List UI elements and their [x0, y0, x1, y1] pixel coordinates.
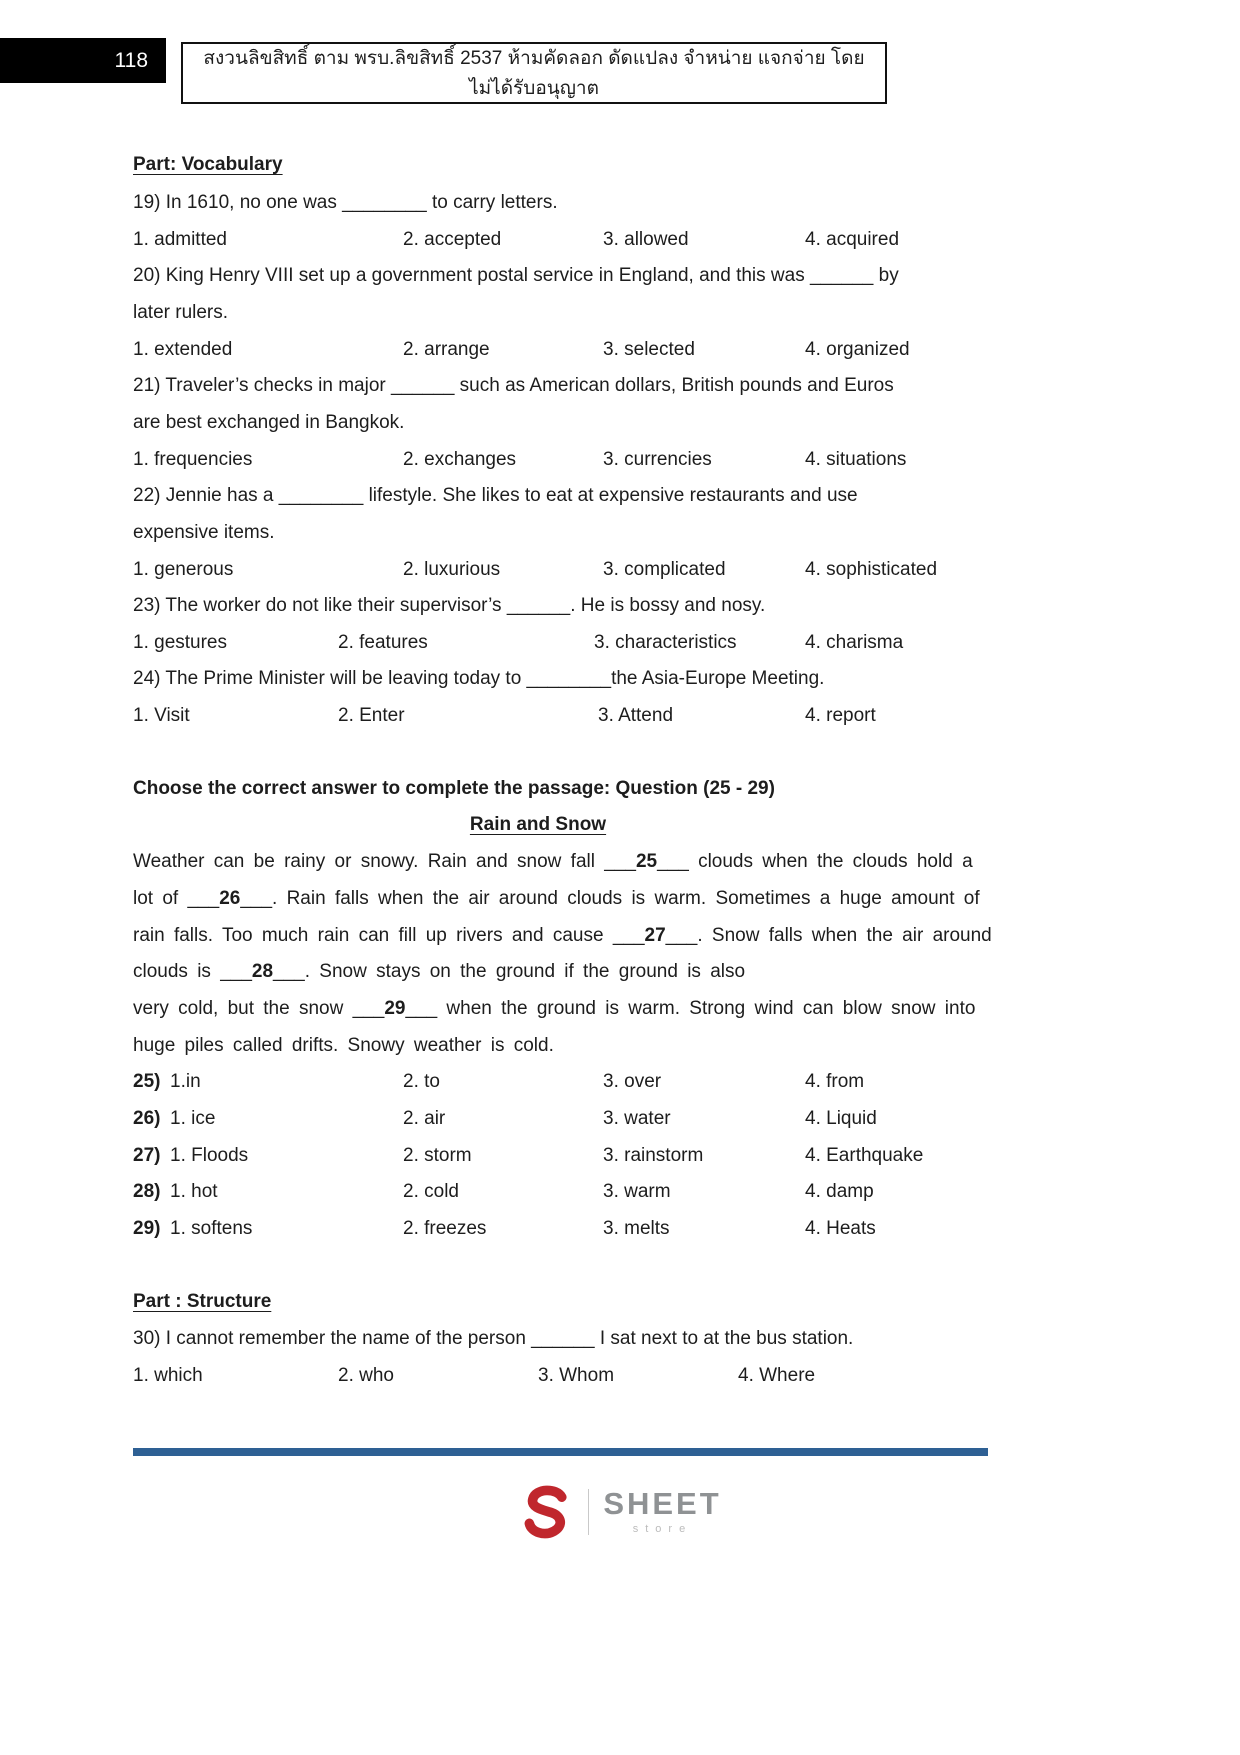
- q21-option-3: 3. currencies: [603, 449, 712, 470]
- question-27-options-row: [0, 1144, 1240, 1172]
- q22-option-2: 2. luxurious: [403, 559, 501, 580]
- q27-option-1: 1. Floods: [170, 1145, 249, 1166]
- q25-option-2: 2. to: [403, 1071, 440, 1092]
- q26-option-1: 1. ice: [170, 1108, 216, 1129]
- q29-option-4: 4. Heats: [805, 1218, 876, 1239]
- q27-option-2: 2. storm: [403, 1145, 472, 1166]
- brand-logo: [0, 1472, 1240, 1552]
- q28-option-2: 2. cold: [403, 1181, 459, 1202]
- q29-option-2: 2. freezes: [403, 1218, 487, 1239]
- question-21-text-line2: are best exchanged in Bangkok.: [133, 412, 405, 433]
- q21-option-2: 2. exchanges: [403, 449, 517, 470]
- q28-option-3: 3. warm: [603, 1181, 671, 1202]
- q26-number: 26): [133, 1108, 161, 1129]
- question-20-options-row: [0, 338, 1240, 366]
- q28-number: 28): [133, 1181, 161, 1202]
- question-23-options-row: [0, 631, 1240, 659]
- question-22-options-row: [0, 558, 1240, 586]
- page-number-box: [0, 38, 166, 83]
- q30-option-3: 3. Whom: [538, 1365, 615, 1386]
- q29-number: 29): [133, 1218, 161, 1239]
- passage-instruction: Choose the correct answer to complete the passage: Question (25 - 29): [133, 778, 775, 799]
- q25-option-1: 1.in: [170, 1071, 201, 1092]
- q20-option-2: 2. arrange: [403, 339, 490, 360]
- q21-option-4: 4. situations: [805, 449, 907, 470]
- q29-option-1: 1. softens: [170, 1218, 253, 1239]
- q24-option-2: 2. Enter: [338, 705, 405, 726]
- question-22-text-line2: expensive items.: [133, 522, 275, 543]
- question-28-options-row: [0, 1180, 1240, 1208]
- question-26-options-row: [0, 1107, 1240, 1135]
- q21-option-1: 1. frequencies: [133, 449, 253, 470]
- passage-line-6: huge piles called drifts. Snowy weather is cold.: [133, 1035, 554, 1056]
- question-23-text: 23) The worker do not like their supervisor’s ______. He is bossy and nosy.: [133, 595, 766, 616]
- passage-line-1: Weather can be rainy or snowy. Rain and snow fall ___25___ clouds when the clouds hold a: [133, 851, 973, 872]
- vocabulary-section-heading: Part: Vocabulary: [133, 154, 283, 175]
- question-25-options-row: [0, 1070, 1240, 1098]
- question-21-text-line1: 21) Traveler’s checks in major ______ such as American dollars, British pounds and Euros: [133, 375, 894, 396]
- q24-option-3: 3. Attend: [598, 705, 674, 726]
- sheet-store-logo-icon: [518, 1484, 574, 1540]
- question-20-text-line1: 20) King Henry VIII set up a government postal service in England, and this was ______ by: [133, 265, 899, 286]
- q24-option-1: 1. Visit: [133, 705, 190, 726]
- q22-option-4: 4. sophisticated: [805, 559, 938, 580]
- q30-option-2: 2. who: [338, 1365, 394, 1386]
- question-19-options-row: [0, 228, 1240, 256]
- passage-line-2: lot of ___26___. Rain falls when the air around clouds is warm. Sometimes a huge amount of: [133, 888, 980, 909]
- passage-line-3: rain falls. Too much rain can fill up rivers and cause ___27___. Snow falls when the air around: [133, 925, 992, 946]
- q20-option-4: 4. organized: [805, 339, 910, 360]
- q27-number: 27): [133, 1145, 161, 1166]
- copyright-notice-box: [181, 42, 887, 104]
- q20-option-3: 3. selected: [603, 339, 695, 360]
- brand-name: SHEET: [603, 1486, 722, 1521]
- structure-section-heading: Part : Structure: [133, 1291, 272, 1312]
- q24-option-4: 4. report: [805, 705, 876, 726]
- q26-option-3: 3. water: [603, 1108, 671, 1129]
- q25-option-3: 3. over: [603, 1071, 662, 1092]
- q22-option-1: 1. generous: [133, 559, 234, 580]
- q26-option-2: 2. air: [403, 1108, 446, 1129]
- q23-option-2: 2. features: [338, 632, 428, 653]
- q27-option-4: 4. Earthquake: [805, 1145, 924, 1166]
- question-30-text: 30) I cannot remember the name of the person ______ I sat next to at the bus station.: [133, 1328, 854, 1349]
- q23-option-1: 1. gestures: [133, 632, 227, 653]
- question-21-options-row: [0, 448, 1240, 476]
- passage-line-5: very cold, but the snow ___29___ when the ground is warm. Strong wind can blow snow into: [133, 998, 976, 1019]
- question-19-text: 19) In 1610, no one was ________ to carry letters.: [133, 192, 558, 213]
- question-24-options-row: [0, 704, 1240, 732]
- passage-title: Rain and Snow: [469, 814, 607, 835]
- q23-option-3: 3. characteristics: [594, 632, 737, 653]
- q19-option-4: 4. acquired: [805, 229, 900, 250]
- question-24-text: 24) The Prime Minister will be leaving today to ________the Asia-Europe Meeting.: [133, 668, 825, 689]
- q29-option-3: 3. melts: [603, 1218, 670, 1239]
- q28-option-4: 4. damp: [805, 1181, 874, 1202]
- q27-option-3: 3. rainstorm: [603, 1145, 704, 1166]
- q28-option-1: 1. hot: [170, 1181, 218, 1202]
- q20-option-1: 1. extended: [133, 339, 233, 360]
- q30-option-1: 1. which: [133, 1365, 203, 1386]
- question-29-options-row: [0, 1217, 1240, 1245]
- question-20-text-line2: later rulers.: [133, 302, 229, 323]
- q25-number: 25): [133, 1071, 161, 1092]
- q23-option-4: 4. charisma: [805, 632, 904, 653]
- q25-option-4: 4. from: [805, 1071, 865, 1092]
- question-30-options-row: [0, 1364, 1240, 1392]
- page-number: 118: [114, 48, 148, 72]
- logo-text-block: [603, 1488, 721, 1536]
- copyright-notice-text: สงวนลิขสิทธิ์ ตาม พรบ.ลิขสิทธิ์ 2537 ห้ามคัดลอก ดัดแปลง จำหน่าย แจกจ่าย โดยไม่ได้รับอนุญาต: [203, 48, 865, 99]
- q19-option-3: 3. allowed: [603, 229, 689, 250]
- footer-divider-bar: [133, 1448, 988, 1456]
- logo-divider-line: [588, 1489, 589, 1535]
- passage-line-4: clouds is ___28___. Snow stays on the ground if the ground is also: [133, 961, 746, 982]
- q22-option-3: 3. complicated: [603, 559, 726, 580]
- brand-subtitle: store: [632, 1523, 693, 1535]
- q19-option-1: 1. admitted: [133, 229, 227, 250]
- q19-option-2: 2. accepted: [403, 229, 502, 250]
- q26-option-4: 4. Liquid: [805, 1108, 877, 1129]
- q30-option-4: 4. Where: [738, 1365, 816, 1386]
- question-22-text-line1: 22) Jennie has a ________ lifestyle. She likes to eat at expensive restaurants and use: [133, 485, 858, 506]
